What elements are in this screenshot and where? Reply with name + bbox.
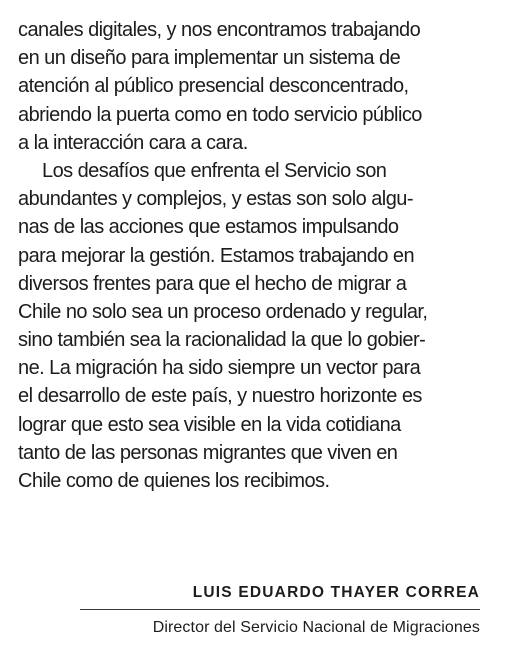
author-signature xyxy=(193,583,480,603)
signature-divider xyxy=(80,609,480,610)
author-role: Director del Servicio Nacional de Migraciones xyxy=(152,619,480,636)
text-line: sino también sea la racionalidad la que lo gobier- xyxy=(18,329,426,352)
text-line: abriendo la puerta como en todo servicio público xyxy=(18,103,422,126)
text-line: abundantes y complejos, y estas son solo algu- xyxy=(18,188,413,211)
text-line: para mejorar la gestión. Estamos trabajando en xyxy=(18,244,415,267)
article-body xyxy=(18,16,496,495)
text-line: tanto de las personas migrantes que viven en xyxy=(18,441,398,464)
author-name: LUIS EDUARDO THAYER CORREA xyxy=(192,584,480,601)
text-line: a la interacción cara a cara. xyxy=(18,131,248,154)
paragraph-start-line: Los desafíos que enfrenta el Servicio son xyxy=(42,159,387,182)
text-line: Chile no solo sea un proceso ordenado y regular, xyxy=(18,300,428,323)
text-line: diversos frentes para que el hecho de migrar a xyxy=(18,272,407,295)
text-line: lograr que esto sea visible en la vida cotidiana xyxy=(18,413,401,436)
text-line: el desarrollo de este país, y nuestro horizonte es xyxy=(18,385,422,408)
text-line: Chile como de quienes los recibimos. xyxy=(18,470,330,492)
text-line: ne. La migración ha sido siempre un vector para xyxy=(18,357,421,380)
text-line: canales digitales, y nos encontramos trabajando xyxy=(18,19,421,41)
text-line: atención al público presencial desconcentrado, xyxy=(18,75,409,98)
text-line: en un diseño para implementar un sistema de xyxy=(18,47,401,70)
text-line: nas de las acciones que estamos impulsando xyxy=(18,216,399,239)
